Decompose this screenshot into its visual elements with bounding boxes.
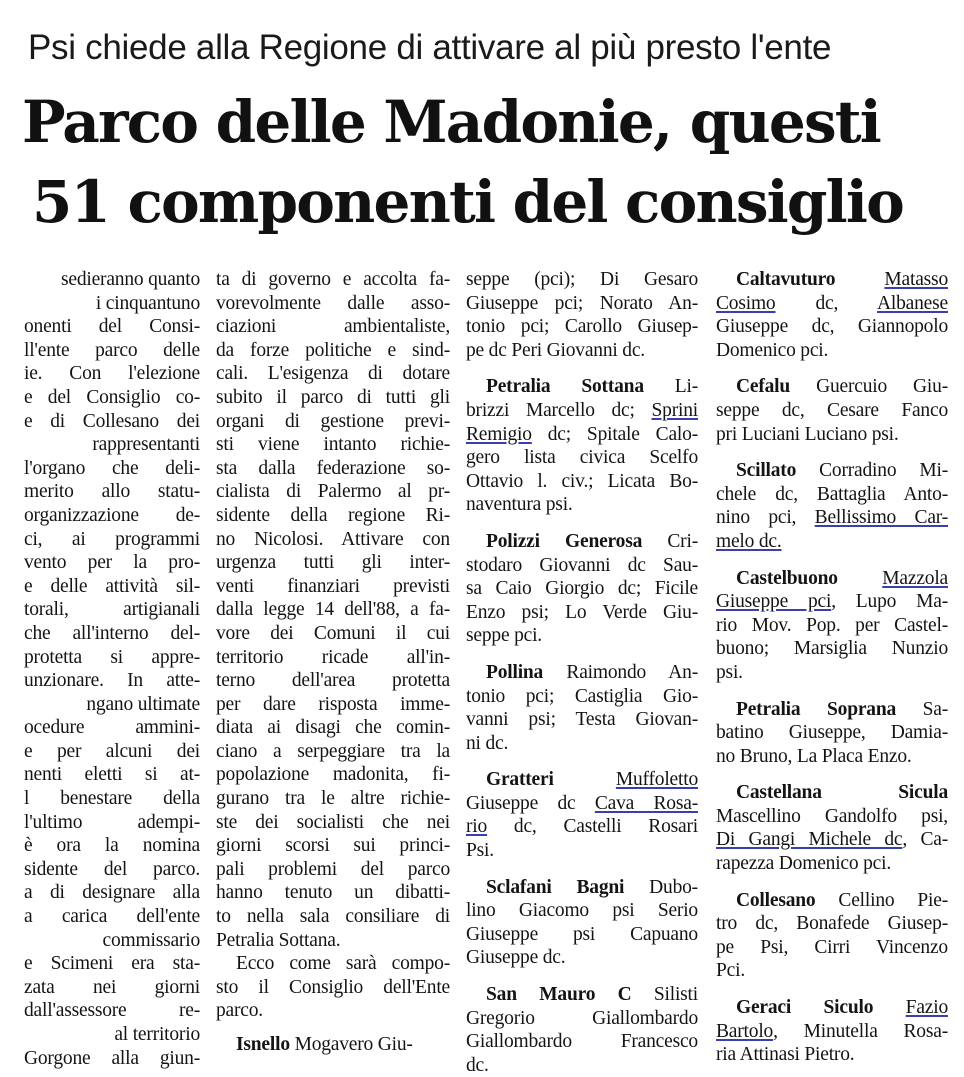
roster-entry-castelbuono — [716, 567, 948, 685]
text-line: ta di governo e accolta fa- — [216, 269, 450, 290]
town-name: Gratteri — [486, 769, 554, 791]
text-line: melo dc. — [716, 530, 782, 552]
text-line: cali. L'esigenza di dotare — [216, 363, 450, 385]
text-line: popolazione madonita, fi- — [216, 764, 450, 786]
text-line: buono; Marsiglia Nunzio — [716, 638, 948, 660]
text-line: rapezza Domenico pci. — [716, 853, 891, 875]
text-line: unzionare. In atte- — [24, 670, 200, 692]
text-line: dalla legge 14 dell'88, a fa- — [216, 599, 450, 621]
roster-entry-scillato — [716, 459, 948, 553]
text-line: stodaro Giovanni dc Sau- — [466, 554, 698, 576]
text-line: Muffoletto — [615, 769, 698, 791]
text-line: onenti del Consi- — [24, 316, 200, 338]
town-name: Cefalu — [736, 376, 791, 398]
roster-entry-geraci-siculo — [716, 996, 948, 1067]
roster-entry-san-mauro — [466, 983, 698, 1077]
headline-line-2: 51 componenti del consiglio — [32, 168, 904, 236]
town-name: Pollina — [486, 661, 544, 683]
text-line: cialista di Palermo al pr- — [216, 481, 450, 503]
text-line: Gorgone alla giun- — [24, 1047, 200, 1069]
article-column-3 — [466, 268, 698, 1076]
text-line: sidente della regione Ri- — [216, 504, 450, 526]
text-line: e per alcuni dei — [24, 740, 200, 762]
text-line: Bellissimo Car- — [814, 507, 949, 529]
text-line: l'ultimo adempi- — [24, 811, 200, 833]
text-line: seppe (pci); Di Gesaro — [466, 269, 698, 290]
text-line: , Lupo Ma- — [831, 591, 948, 613]
text-line: vanni psi; Testa Giovan- — [466, 709, 698, 731]
roster-entry-collesano — [716, 889, 948, 983]
text-line: Mascellino Gandolfo psi, — [716, 805, 948, 827]
text-line: chele dc, Battaglia Anto- — [716, 483, 948, 505]
town-name: San Mauro C — [486, 984, 632, 1006]
text-line: ngano ultimate — [86, 693, 200, 715]
text-line: giorni scorsi sui princi- — [216, 835, 450, 857]
text-line: Mazzola — [882, 567, 948, 589]
text-line: sti viene intanto richie- — [216, 434, 450, 456]
text-line: vorevolmente dalle asso- — [216, 292, 450, 314]
town-name: Polizzi Generosa — [486, 530, 643, 552]
text-line: tro dc, Bonafede Giusep- — [716, 913, 948, 935]
text-line: dc; Spitale Calo- — [531, 423, 698, 445]
town-name: Castelbuono — [736, 567, 838, 589]
town-name: Scillato — [736, 460, 797, 482]
text-line: nino pci, — [716, 507, 815, 529]
text-line: Giuseppe psi Capuano — [466, 923, 698, 945]
text-line: seppe pci. — [466, 625, 542, 647]
text-line: zata nei giorni — [24, 976, 200, 998]
text-line: gero lista civica Scelfo — [466, 447, 698, 469]
text-line: dc, — [775, 292, 878, 314]
text-line: urgenza tutti gli inter- — [216, 552, 450, 574]
text-line: sedieranno quanto — [60, 269, 200, 290]
text-line: Li- — [643, 376, 698, 398]
text-line: Domenico pci. — [716, 339, 829, 361]
text-line: e del Consiglio co- — [24, 386, 200, 408]
article-column-4 — [716, 268, 949, 1066]
text-line: l benestare della — [24, 788, 200, 810]
text-line: a carica dell'ente — [24, 906, 200, 928]
text-line: ocedure ammini- — [24, 717, 200, 739]
text-line: commissario — [102, 929, 200, 951]
text-line: Psi. — [466, 840, 494, 862]
text-line: Gregorio Giallombardo — [466, 1007, 698, 1029]
text-line: terno dell'area protetta — [216, 670, 450, 692]
text-line: no Nicolosi. Attivare con — [216, 528, 450, 550]
roster-entry-cefalu — [716, 375, 948, 446]
text-line: , Ca- — [902, 829, 948, 851]
text-line: ie. Con l'elezione — [24, 363, 200, 385]
text-line: pri Luciani Luciano psi. — [716, 423, 899, 445]
text-line: Giuseppe pci — [716, 591, 832, 613]
text-line: merito allo statu- — [24, 481, 200, 503]
text-line: ni dc. — [466, 732, 509, 754]
text-line: Cosimo — [716, 292, 776, 314]
text-line: rio — [466, 816, 488, 838]
main-headline — [20, 82, 950, 242]
roster-continuation — [466, 268, 698, 362]
town-name: Collesano — [736, 889, 816, 911]
text-line: Di Gangi Michele dc — [716, 829, 903, 851]
text-line: Bartolo — [716, 1020, 774, 1042]
roster-entry-sclafani-bagni — [466, 876, 698, 970]
text-line: Pci. — [716, 960, 745, 982]
text-line: subito il parco di tutti gli — [216, 386, 450, 408]
text-line: pe Psi, Cirri Vincenzo — [716, 936, 948, 958]
text-line: ste dei socialisti che nei — [216, 811, 450, 833]
text-line: Ecco come sarà compo- — [236, 953, 450, 975]
text-line: ci, ai programmi — [24, 528, 200, 550]
text-line: torali, artigianali — [24, 599, 200, 621]
text-line: vento per la pro- — [24, 552, 200, 574]
roster-entry-isnello — [216, 1033, 450, 1057]
text-line: rio Mov. Pop. per Castel- — [716, 614, 948, 636]
roster-entry-polizzi-generosa — [466, 530, 698, 648]
text-line: organi di gestione previ- — [216, 410, 450, 432]
text-line: nenti eletti si at- — [24, 764, 200, 786]
town-name: Isnello — [236, 1034, 290, 1055]
kicker-headline: Psi chiede alla Regione di attivare al più presto l'ente — [28, 28, 832, 67]
text-line: Cellino Pie- — [815, 889, 948, 911]
text-line: rappresentanti — [92, 434, 200, 456]
text-line: e Scimeni era sta- — [24, 953, 200, 975]
text-line: vore dei Comuni il cui — [216, 622, 450, 644]
text-line: ria Attinasi Pietro. — [716, 1044, 855, 1066]
text-line: sidente del parco. — [24, 858, 200, 880]
text-line: seppe dc, Cesare Fanco — [716, 399, 948, 421]
text-line: e di Collesano dei — [24, 410, 200, 432]
roster-entry-petralia-sottana — [466, 375, 698, 517]
text-line: dc, Castelli Rosari — [487, 816, 698, 838]
text-line: venti finanziari previsti — [216, 575, 450, 597]
text-line: Fazio — [905, 997, 948, 1019]
town-name: Petralia Soprana — [736, 698, 897, 720]
headline-line-1: Parco delle Madonie, questi — [22, 88, 881, 156]
text-line: Silisti — [631, 984, 698, 1006]
text-line: Cri- — [642, 530, 698, 552]
text-line: i cinquantuno — [95, 292, 200, 314]
text-line: che all'interno del- — [24, 622, 200, 644]
roster-entry-castellana-sicula — [716, 781, 948, 875]
text-line: batino Giuseppe, Damia- — [716, 722, 948, 744]
text-line: al territorio — [114, 1024, 200, 1045]
roster-entry-petralia-soprana — [716, 698, 948, 769]
article-column-1 — [24, 268, 200, 1069]
text-line: ll'ente parco delle — [24, 339, 200, 361]
text-line: protetta si appre- — [24, 646, 200, 668]
text-line: hanno tenuto un dibatti- — [216, 882, 450, 904]
text-line: l'organo che deli- — [24, 457, 200, 479]
text-line: , Minutella Rosa- — [773, 1020, 948, 1042]
text-line: diata ai disagi che comin- — [216, 717, 450, 739]
text-line: Giuseppe pci; Norato An- — [466, 292, 698, 314]
text-line: Cava Rosa- — [594, 792, 698, 814]
text-line: Remigio — [466, 423, 532, 445]
text-line: Raimondo An- — [543, 661, 698, 683]
text-line: per dare risposta imme- — [216, 693, 450, 715]
text-line: organizzazione de- — [24, 504, 200, 526]
town-name: Sclafani Bagni — [486, 876, 625, 898]
text-line: Matasso — [884, 269, 948, 290]
text-line: dc. — [466, 1054, 489, 1076]
text-line: no Bruno, La Placa Enzo. — [716, 745, 912, 767]
text-line: pali problemi del parco — [216, 858, 450, 880]
text-line: parco. — [216, 1000, 263, 1022]
text-line: Petralia Sottana. — [216, 929, 341, 951]
text-line: to nella sala consiliare di — [216, 906, 450, 928]
text-line: da forze politiche e sind- — [216, 339, 450, 361]
text-line: psi. — [716, 661, 743, 683]
roster-entry-gratteri — [466, 768, 698, 862]
text-line: Ottavio l. civ.; Licata Bo- — [466, 470, 698, 492]
text-line: pe dc Peri Giovanni dc. — [466, 339, 645, 361]
text-line: sa Caio Giorgio dc; Ficile — [466, 578, 698, 600]
text-line: Giuseppe dc, Giannopolo — [716, 316, 948, 338]
text-line: ciazioni ambientaliste, — [216, 316, 450, 338]
text-line: Mogavero Giu- — [294, 1034, 413, 1055]
text-line: Giallombardo Francesco — [466, 1031, 698, 1053]
text-line: e delle attività sil- — [24, 575, 200, 597]
text-line: naventura psi. — [466, 494, 573, 516]
text-line: dall'assessore re- — [24, 1000, 200, 1022]
text-line: è ora la nomina — [24, 835, 200, 857]
text-line: ciano a serpeggiare tra la — [216, 740, 450, 762]
text-line: tonio pci; Castiglia Gio- — [466, 685, 698, 707]
text-line: lino Giacomo psi Serio — [466, 900, 698, 922]
text-line: a di designare alla — [24, 882, 200, 904]
text-line: Sa- — [896, 698, 948, 720]
text-line: Guercuio Giu- — [790, 376, 948, 398]
text-line: brizzi Marcello dc; — [466, 399, 652, 421]
text-line: Enzo psi; Lo Verde Giu- — [466, 601, 698, 623]
town-name: Castellana Sicula — [736, 782, 948, 804]
text-line: sta dalla federazione so- — [216, 457, 450, 479]
text-line: Giuseppe dc. — [466, 947, 566, 969]
town-name: Petralia Sottana — [486, 376, 644, 398]
roster-entry-pollina — [466, 661, 698, 755]
text-line: sto il Consiglio dell'Ente — [216, 976, 450, 998]
town-name: Caltavuturo — [736, 269, 836, 290]
text-line: Albanese — [877, 292, 948, 314]
text-line: tonio pci; Carollo Giusep- — [466, 316, 698, 338]
text-line: Dubo- — [624, 876, 698, 898]
article-column-2 — [216, 268, 450, 1055]
text-line: Sprini — [651, 399, 698, 421]
town-name: Geraci Siculo — [736, 997, 874, 1019]
text-line: territorio ricade all'in- — [216, 646, 450, 668]
text-line: Corradino Mi- — [796, 460, 948, 482]
text-line: gurano tra le altre richie- — [216, 788, 450, 810]
roster-entry-caltavuturo — [716, 268, 948, 362]
text-line: Giuseppe dc — [466, 792, 595, 814]
